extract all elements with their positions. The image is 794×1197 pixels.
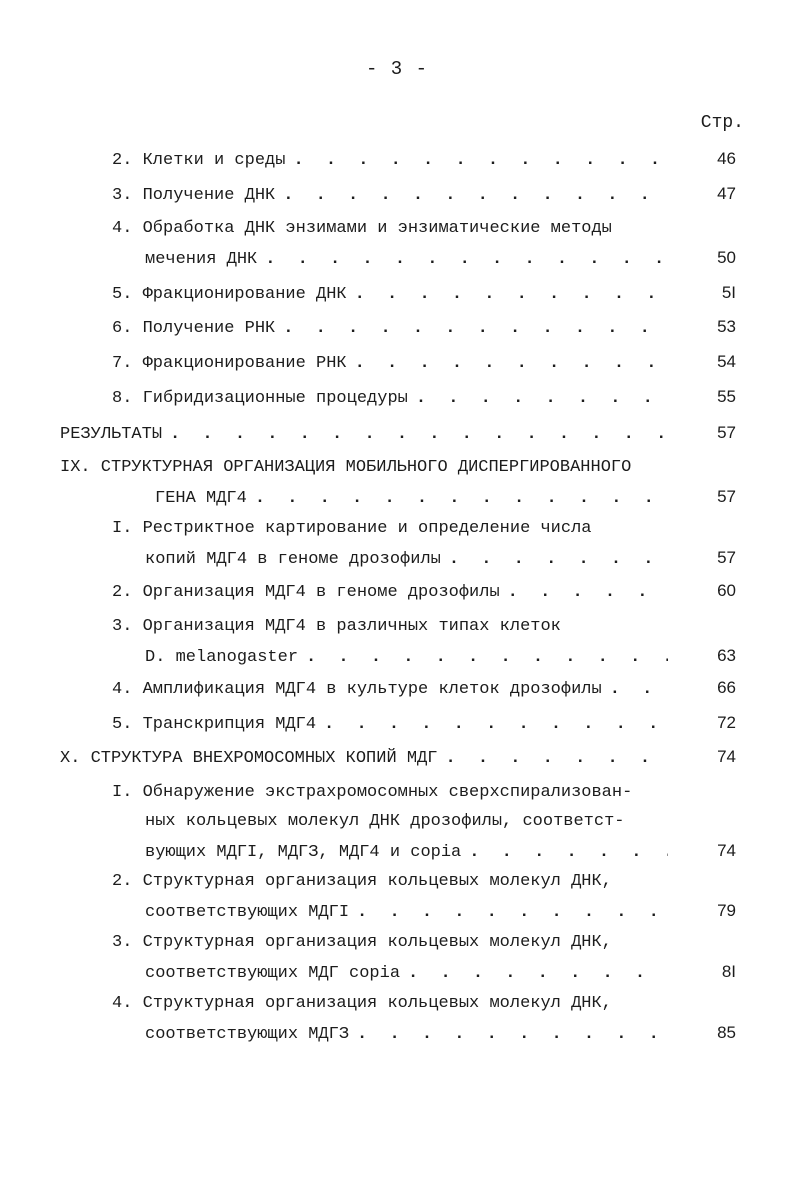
toc-entry-title-line: 2. Структурная организация кольцевых молекул ДНК, — [112, 872, 612, 891]
toc-entry-page: 54 — [717, 352, 736, 371]
dot-leader — [357, 1022, 668, 1047]
toc-entry — [60, 455, 736, 509]
toc-entry-page: 8I — [721, 962, 736, 981]
toc-entry-page: 60 — [717, 581, 736, 600]
toc-entry-title-line: 3. Структурная организация кольцевых молекул ДНК, — [112, 933, 612, 952]
toc-entry-page: 57 — [717, 548, 736, 567]
toc-entry-title-line: 7. Фракционирование РНК — [112, 354, 347, 373]
dot-leader — [445, 746, 668, 771]
toc-entry — [112, 280, 736, 305]
toc-entry — [112, 991, 736, 1045]
toc-entry — [112, 216, 736, 270]
toc-entry-title-line: мечения ДНК — [145, 250, 258, 269]
toc-entry-title-line: 8. Гибридизационные процедуры — [112, 389, 408, 408]
toc-entry-title-line: ных кольцевых молекул ДНК дрозофилы, соответст- — [145, 812, 625, 831]
dot-leader — [306, 645, 668, 670]
toc-entry-title-line: 5. Транскрипция МДГ4 — [112, 715, 317, 734]
toc-entry-title-line: РЕЗУЛЬТАТЫ — [60, 425, 163, 444]
toc-entry-title-line: вующих МДГI, МДГЗ, МДГ4 и copia — [145, 843, 462, 862]
toc-entry — [112, 181, 736, 206]
toc-entry-page: 72 — [717, 713, 736, 732]
toc-entry-title-line: 2. Организация МДГ4 в геноме дрозофилы — [112, 583, 500, 602]
dot-leader — [355, 282, 668, 307]
toc-entry — [112, 675, 736, 700]
dot-leader — [324, 712, 668, 737]
toc-entry-title-line: IX. СТРУКТУРНАЯ ОРГАНИЗАЦИЯ МОБИЛЬНОГО ДИСПЕРГИРОВАННОГО — [60, 458, 632, 477]
toc-entry-title-line: 4. Амплификация МДГ4 в культуре клеток дрозофилы — [112, 680, 602, 699]
toc-entry-title-line: 3. Получение ДНК — [112, 186, 276, 205]
toc-entry-title-line: соответствующих МДГ copia — [145, 964, 401, 983]
toc-entry-title-line: D. melanogaster — [145, 648, 299, 667]
dot-leader — [610, 677, 668, 702]
toc-entry-page: 53 — [717, 317, 736, 336]
toc-entry — [112, 930, 736, 984]
toc-entry-title-line: 2. Клетки и среды — [112, 151, 286, 170]
dot-leader — [355, 351, 668, 376]
toc-entry-page: 57 — [717, 423, 736, 442]
toc-entry-page: 79 — [717, 901, 736, 920]
toc-entry-title-line: I. Рестриктное картирование и определение числа — [112, 519, 592, 538]
dot-leader — [170, 422, 668, 447]
toc-entry-title-line: соответствующих МДГЗ — [145, 1025, 350, 1044]
toc-entry-title-line: соответствующих МДГI — [145, 903, 350, 922]
toc-entry-page: 63 — [717, 646, 736, 665]
toc-entry — [112, 578, 736, 603]
toc-entry-page: 46 — [717, 149, 736, 168]
toc-entry — [112, 614, 736, 668]
page-column-header: Стр. — [700, 113, 744, 133]
dot-leader — [449, 547, 668, 572]
dot-leader — [508, 580, 668, 605]
toc-entry-title-line: ГЕНА МДГ4 — [155, 489, 247, 508]
toc-entry-title-line: X. СТРУКТУРА ВНЕХРОМОСОМНЫХ КОПИЙ МДГ — [60, 749, 438, 768]
dot-leader — [283, 183, 668, 208]
toc-entry-title-line: 4. Обработка ДНК энзимами и энзиматические методы — [112, 219, 612, 238]
toc-entry — [112, 780, 736, 863]
dot-leader — [283, 316, 668, 341]
toc-entry-title-line: 4. Структурная организация кольцевых молекул ДНК, — [112, 994, 612, 1013]
toc-entry-page: 74 — [717, 841, 736, 860]
dot-leader — [357, 900, 668, 925]
toc-entry — [112, 710, 736, 735]
toc-entry-title-line: 3. Организация МДГ4 в различных типах клеток — [112, 617, 561, 636]
dot-leader — [265, 247, 668, 272]
toc-entry-title-line: 6. Получение РНК — [112, 319, 276, 338]
toc-entry-title-line: копий МДГ4 в геноме дрозофилы — [145, 550, 441, 569]
toc-entry-title-line: 5. Фракционирование ДНК — [112, 285, 347, 304]
page-number: - 3 - — [365, 58, 428, 80]
toc-entry — [112, 146, 736, 171]
dot-leader — [416, 386, 668, 411]
toc-entry-page: 55 — [717, 387, 736, 406]
toc-entry-page: 50 — [717, 248, 736, 267]
dot-leader — [293, 148, 668, 173]
toc-entry-page: 47 — [717, 184, 736, 203]
toc-entry — [60, 744, 736, 769]
toc-entry — [112, 869, 736, 923]
toc-entry-page: 85 — [717, 1023, 736, 1042]
toc-entry-page: 66 — [717, 678, 736, 697]
toc-entry — [60, 420, 736, 445]
toc-entry-page: 5I — [721, 283, 736, 302]
dot-leader — [408, 961, 668, 986]
toc-entry — [112, 384, 736, 409]
toc-entry — [112, 516, 736, 570]
toc-entry — [112, 349, 736, 374]
dot-leader — [469, 840, 668, 865]
toc-entry-page: 74 — [717, 747, 736, 766]
toc-entry-title-line: I. Обнаружение экстрахромосомных сверхспирализован- — [112, 783, 633, 802]
toc-entry — [112, 314, 736, 339]
toc-entry-page: 57 — [717, 487, 736, 506]
dot-leader — [255, 486, 668, 511]
